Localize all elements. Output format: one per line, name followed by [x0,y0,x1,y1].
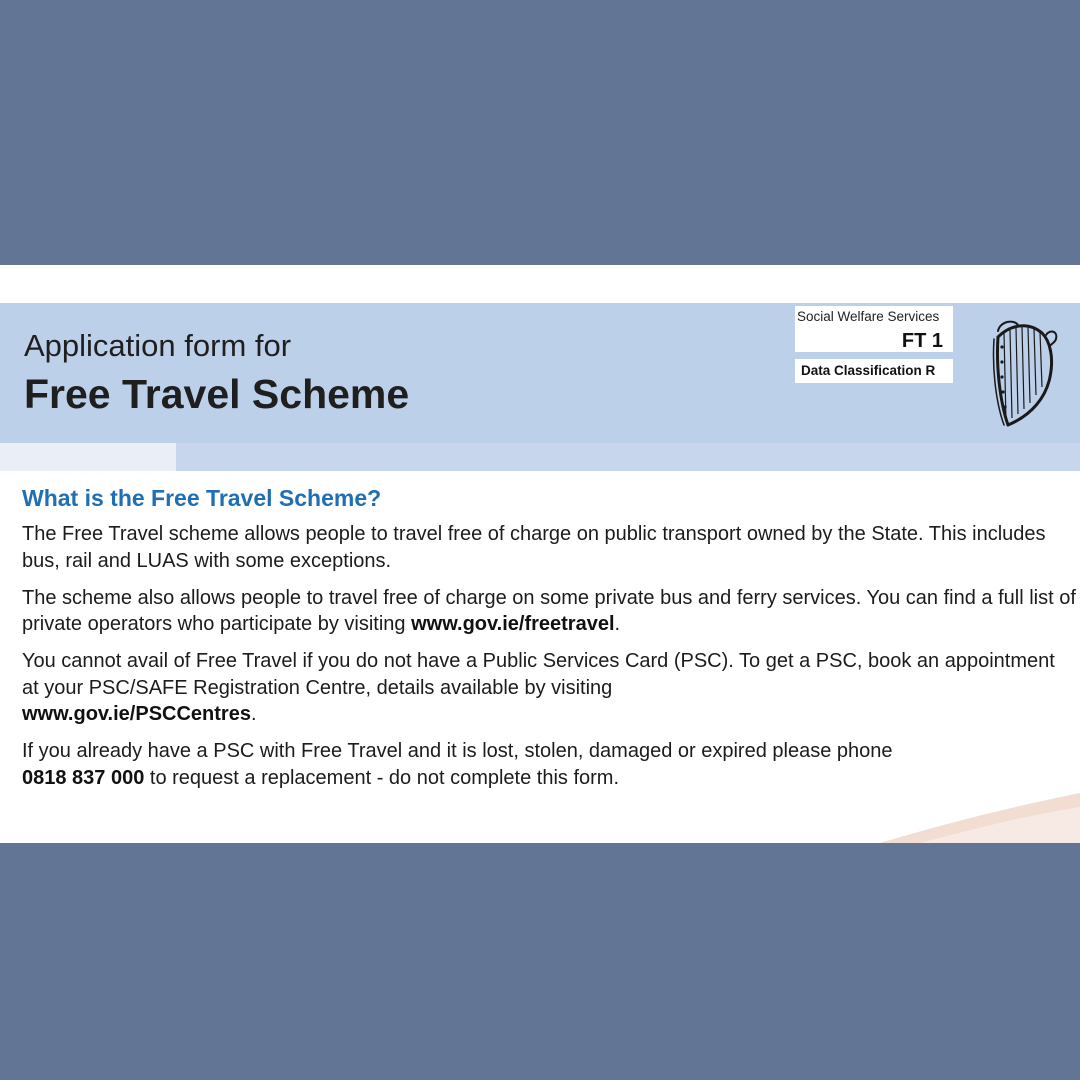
form-title-prefix: Application form for [24,328,292,363]
freetravel-link[interactable]: www.gov.ie/freetravel [411,613,615,635]
header-sub-band [176,443,1080,471]
paragraph-2 [22,585,1076,638]
body-text [22,521,1076,802]
decorative-swoosh [860,785,1080,843]
form-title: Free Travel Scheme [24,371,410,417]
paragraph-4-end: to request a replacement - do not complete this form. [144,766,620,789]
psc-centres-link[interactable]: www.gov.ie/PSCCentres [22,703,251,725]
paragraph-3 [22,648,1076,728]
paragraph-2-text: The scheme also allows people to travel free of charge on some private bus and ferry services. You can find a full list of private operators who participate by visiting [22,586,1076,635]
paragraph-3-text: You cannot avail of Free Travel if you do not have a Public Services Card (PSC). To get a PSC, book an appointment at your PSC/SAFE Registration Centre, details available by visiting [22,650,1055,699]
data-classification: Data Classification R [801,363,936,378]
form-page [0,265,1080,843]
paragraph-4 [22,738,1076,791]
harp-emblem-icon [988,317,1060,429]
section-heading: What is the Free Travel Scheme? [22,485,382,511]
header-sub-band-light [0,443,176,471]
paragraph-2-end: . [614,613,621,635]
form-code: FT 1 [901,330,943,352]
paragraph-4-text: If you already have a PSC with Free Travel and it is lost, stolen, damaged or expired please phone [22,740,893,762]
replacement-phone-number[interactable]: 0818 837 000 [22,766,145,789]
paragraph-1: The Free Travel scheme allows people to travel free of charge on public transport owned by the State. This includes bus, rail and LUAS with some exceptions. [22,523,1046,572]
paragraph-3-end: . [250,703,257,725]
service-name: Social Welfare Services [797,309,940,324]
